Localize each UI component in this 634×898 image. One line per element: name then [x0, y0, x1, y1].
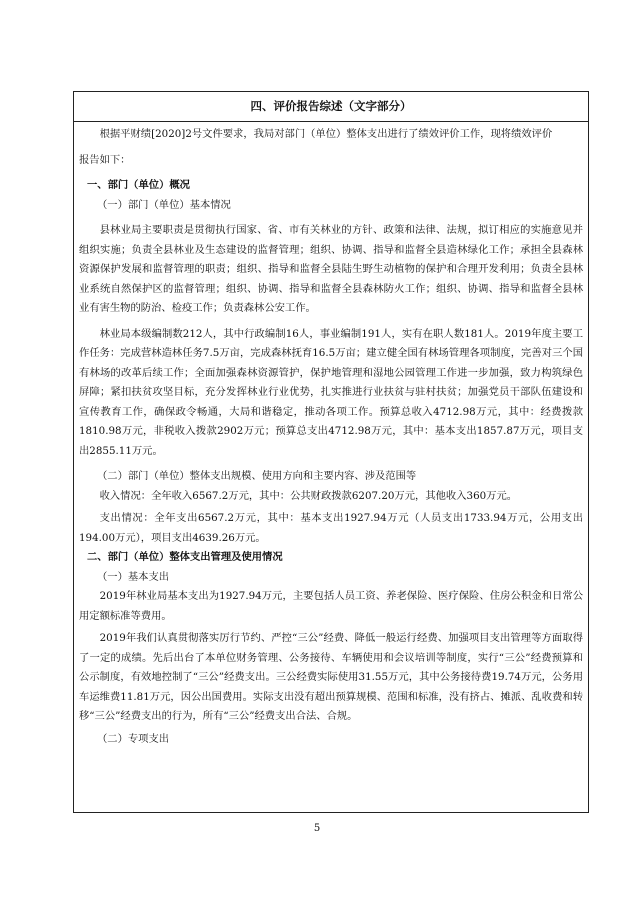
page-number: 5: [313, 823, 321, 834]
paragraph-basic-expenditure: 2019年林业局基本支出为1927.94万元，主要包括人员工资、养老保险、医疗保险、住房公积金和日常公用定额标准等费用。: [79, 590, 583, 622]
report-frame: [73, 91, 589, 813]
heading-expenditure-scale: （二）部门（单位）整体支出规模、使用方向和主要内容、涉及范围等: [97, 470, 417, 482]
section-title: 四、评价报告综述（文字部分）: [74, 92, 588, 122]
paragraph-staff-tasks: 林业局本级编制数212人，其中行政编制16人，事业编制191人，实有在职人数181人。2019年度主要工作任务：完成营林造林任务7.5万亩，完成森林抚育16.5万亩；建立健全国有林场管理各项制度，完善对三个国有林场的改革后续工作；全面加强森林资源管护，保护地管理和湿地公园管理工作进一步加强，致力构筑绿色屏障；紧扣扶贫攻坚目标，充分发挥林业行业优势，扎实推进行业扶贫与驻村扶贫；加强党员干部队伍建设和宣传教育工作，确保政令畅通，大局和谐稳定，推动各项工作。预算总收入4712.98万元，其中：经费拨款1810.98万元，非税收入拨款2902万元；预算总支出4712.98万元，其中：基本支出1857.87万元，项目支出2855.11万元。: [79, 327, 583, 457]
heading-management: 二、部门（单位）整体支出管理及使用情况: [87, 551, 283, 563]
heading-basic-info: （一）部门（单位）基本情况: [97, 198, 231, 211]
paragraph-duties: 县林业局主要职责是贯彻执行国家、省、市有关林业的方针、政策和法律、法规，拟订相应的实施意见并组织实施；负责全县林业及生态建设的监督管理；组织、协调、指导和监督全县造林绿化工作；承担全县森林资源保护发展和监督管理的职责；组织、指导和监督全县陆生野生动植物的保护和合理开发利用；负责全县林业系统自然保护区的监督管理；组织、协调、指导和监督全县森林防火工作；组织、协调、指导和监督全县林业有害生物的防治、检疫工作；负责森林公安工作。: [79, 224, 583, 314]
paragraph-income: 收入情况：全年收入6567.2万元，其中：公共财政拨款6207.20万元，其他收入360万元。: [99, 489, 518, 502]
heading-basic-expenditure: （一）基本支出: [97, 570, 170, 583]
paragraph-three-public: 2019年我们认真贯彻落实厉行节约、严控“三公”经费、降低一般运行经费、加强项目支出管理等方面取得了一定的成绩。先后出台了本单位财务管理、公务接待、车辆使用和会议培训等制度，实行“三公”经费预算和公示制度，有效地控制了“三公”经费支出。三公经费实际使用31.55万元，其中公务接待费19.74万元，公务用车运维费11.81万元，因公出国费用。实际支出没有超出预算规模、范围和标准，没有挤占、摊派、乱收费和转移“三公”经费支出的行为，所有“三公”经费支出合法、合规。: [79, 632, 583, 722]
paragraph-expense: 支出情况：全年支出6567.2万元，其中：基本支出1927.94万元（人员支出1733.94万元，公用支出194.00万元），项目支出4639.26万元。: [79, 512, 583, 544]
intro-line-2: 报告如下：: [79, 153, 131, 166]
report-body: [74, 122, 588, 749]
heading-special-expenditure: （二）专项支出: [97, 732, 170, 745]
intro-line-1: 根据平财绩[2020]2号文件要求，我局对部门（单位）整体支出进行了绩效评价工作，现将绩效评价: [99, 128, 553, 140]
heading-overview: 一、部门（单位）概况: [87, 179, 190, 191]
